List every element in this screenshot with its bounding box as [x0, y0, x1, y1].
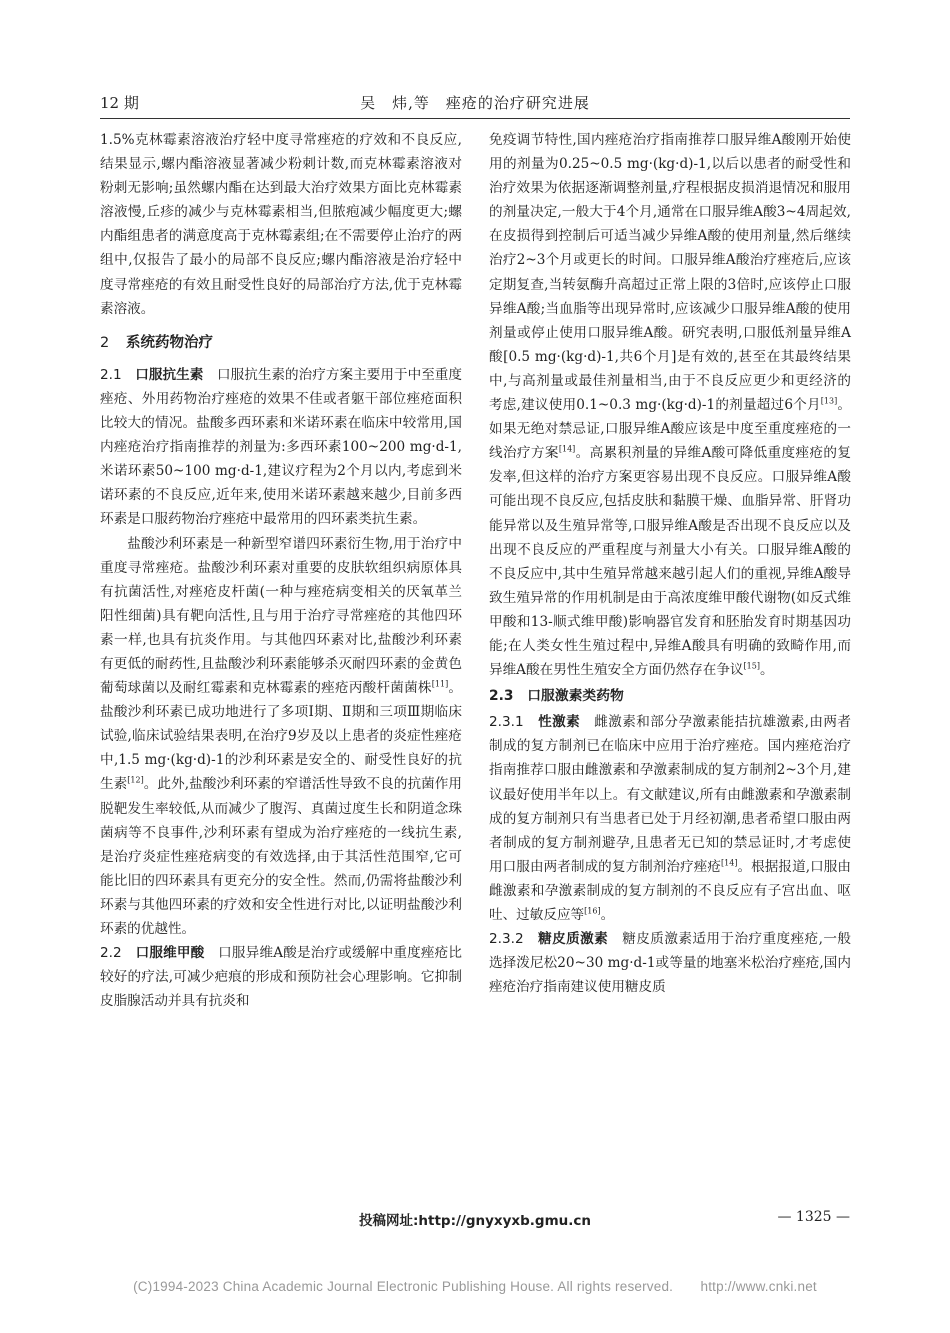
text-run: 盐酸沙利环素是一种新型窄谱四环素衍生物,用于治疗中重度寻常痤疮。盐酸沙利环素对重要的皮肤软组织病原体具有抗菌活性,对痤疮皮杆菌(一种与痤疮病变相关的厌氧革兰阳性细菌)具有靶向活性,且与用于治疗寻常痤疮的其他四环素一样,也具有抗炎作用。与其他四环素对比,盐酸沙利环素有更低的耐药性,且盐酸沙利环素能够杀灭耐四环素的金黄色葡萄球菌以及耐红霉素和克林霉素的痤疮丙酸杆菌菌株 — [100, 535, 462, 697]
paragraph-sarecycline — [100, 532, 462, 942]
subsection-title: 糖皮质激素 — [538, 931, 609, 948]
text-run: 雌激素和部分孕激素能拮抗雄激素,由两者制成的复方制剂已在临床中应用于治疗痤疮。国内痤疮治疗指南推荐口服由雌激素和孕激素制成的复方制剂2~3个月,建议最好使用半年以上。有文献建议,所有由雌激素和孕激素制成的复方制剂只有当患者已处于月经初潮,患者希望口服由两者制成的复方制剂避孕,且患者无已知的禁忌证时,才考虑使用口服由两者制成的复方制剂治疗痤疮 — [489, 714, 852, 875]
subsection-number: 2.3.2 — [489, 931, 524, 948]
section-number: 2 — [100, 334, 110, 351]
issue-number: 12 期 — [100, 94, 139, 112]
subsection-number: 2.1 — [100, 366, 122, 383]
paragraph-2-1 — [100, 363, 462, 532]
text-run: 糖皮质激素适用于治疗重度痤疮,一般选择泼尼松20~30 mg·d-1或等量的地塞米松治疗痤疮,国内痤疮治疗指南建议使用糖皮质 — [489, 931, 852, 996]
section-title: 系统药物治疗 — [126, 334, 213, 351]
text-run: 。此外,盐酸沙利环素的窄谱活性导致不良的抗菌作用脱靶发生率较低,从而减少了腹泻、真菌过度生长和阴道念珠菌病等不良事件,沙利环素有望成为治疗痤疮的一线抗生素,是治疗炎症性痤疮病变的有效选择,由于其活性范围窄,它可能比旧的四环素具有更充分的安全性。然而,仍需将盐酸沙利环素与其他四环素的疗效和安全性进行对比,以证明盐酸沙利环素的优越性。 — [100, 776, 462, 937]
page-number: — 1325 — — [777, 1209, 850, 1225]
text-run: 免疫调节特性,国内痤疮治疗指南推荐口服异维A酸刚开始使用的剂量为0.25~0.5 mg·(kg·d)-1,以后以患者的耐受性和治疗效果为依据逐渐调整剂量,疗程根据皮损消退情况和服用的剂量决定,一般大于4个月,通常在口服异维A酸3~4周起效,在皮损得到控制后可适当减少异维A酸的使用剂量,然后继续治疗2~3个月或更长的时间。口服异维A酸治疗痤疮后,应该定期复查,当转氨酶升高超过正常上限的3倍时,应该停止口服异维A酸;当血脂等出现异常时,应该减少口服异维A酸的使用剂量或停止使用口服异维A酸。研究表明,口服低剂量异维A酸[0.5 mg·(kg·d)-1,共6个月]是有效的,甚至在其最终结果中,与高剂量或最佳剂量相当,由于不良反应更少和更经济的考虑,建议使用0.1~0.3 mg·(kg·d)-1的剂量超过6个月 — [489, 132, 851, 414]
citation: [12] — [127, 775, 144, 785]
subsection-number: 2.2 — [100, 945, 122, 962]
citation: [14] — [721, 858, 738, 868]
text-run: 。如果无绝对禁忌证,口服异维A酸应该是中度至重度痤疮的一线治疗方案 — [489, 397, 851, 462]
section-heading-2 — [100, 331, 462, 355]
left-column — [100, 128, 462, 1013]
subsection-text: 口服异维A酸是治疗或缓解中重度痤疮比较好的疗法,可减少疤痕的形成和预防社会心理影响。它抑制皮脂腺活动并具有抗炎和 — [100, 945, 462, 1010]
citation: [11] — [431, 679, 449, 689]
citation: [14] — [558, 444, 576, 454]
citation: [13] — [820, 396, 838, 406]
subsection-heading-2-3 — [489, 684, 851, 708]
text-run: 。高累积剂量的异维A酸可降低重度痤疮的复发率,但这样的治疗方案更容易出现不良反应。口服异维A酸可能出现不良反应,包括皮肤和黏膜干燥、血脂异常、肝肾功能异常以及生殖异常等,口服异维A酸是否出现不良反应以及出现不良反应的严重程度与剂量大小有关。口服异维A酸的不良反应中,其中生殖异常越来越引起人们的重视,异维A酸导致生殖异常的作用机制是由于高浓度维甲酸代谢物(如反式维甲酸和13-顺式维甲酸)影响器官发育和胚胎发育时期基因功能;在人类女性生殖过程中,异维A酸具有明确的致畸作用,而异维A酸在男性生殖安全方面仍然存在争议 — [489, 445, 851, 679]
paragraph-isotretinoin — [489, 128, 851, 682]
right-column — [489, 128, 851, 999]
subsection-title: 口服激素类药物 — [527, 688, 624, 705]
text-run: 。 — [759, 662, 774, 679]
citation: [15] — [743, 661, 760, 671]
paragraph-2-3-1 — [489, 710, 851, 927]
subsection-title: 性激素 — [538, 714, 581, 731]
text-run: 。根据报道,口服由雌激素和孕激素制成的复方制剂的不良反应有子宫出血、呕吐、过敏反应等 — [489, 858, 851, 923]
subsection-title: 口服维甲酸 — [135, 945, 205, 962]
header-rule — [100, 118, 850, 119]
page-header — [100, 92, 850, 116]
paragraph-2-2 — [100, 941, 462, 1013]
subsection-text: 口服抗生素的治疗方案主要用于中至重度痤疮、外用药物治疗痤疮的效果不佳或者躯干部位痤疮面积比较大的情况。盐酸多西环素和米诺环素在临床中较常用,国内痤疮治疗指南推荐的剂量为:多西环素100~200 mg·d-1,米诺环素50~100 mg·d-1,建议疗程为2个月以内,考虑到米诺环素的不良反应,近年来,使用米诺环素越来越少,目前多西环素是口服药物治疗痤疮中最常用的四环素类抗生素。 — [100, 366, 463, 528]
copyright-line: (C)1994-2023 China Academic Journal Electronic Publishing House. All rights reserved. http://www.cnki.net — [133, 1279, 817, 1294]
subsection-number: 2.3.1 — [489, 714, 524, 731]
text-run: 。 — [600, 907, 615, 923]
text-run: 。盐酸沙利环素已成功地进行了多项Ⅰ期、Ⅱ期和三项Ⅲ期临床试验,临床试验结果表明,在治疗9岁及以上患者的炎症性痤疮中,1.5 mg·(kg·d)-1的沙利环素是安全的、耐受性良好的抗生素 — [100, 680, 463, 793]
paragraph-2-3-2 — [489, 927, 851, 999]
running-title: 吴 炜,等 痤疮的治疗研究进展 — [360, 94, 590, 112]
submission-url: 投稿网址:http://gnyxyxb.gmu.cn — [358, 1213, 591, 1229]
paragraph-continued: 1.5%克林霉素溶液治疗轻中度寻常痤疮的疗效和不良反应,结果显示,螺内酯溶液显著减少粉刺计数,而克林霉素溶液对粉刺无影响;虽然螺内酯在达到最大治疗效果方面比克林霉素溶液慢,丘疹的减少与克林霉素相当,但脓疱减少幅度更大;螺内酯组患者的满意度高于克林霉素组;在不需要停止治疗的两组中,仅报告了最小的局部不良反应;螺内酯溶液是治疗轻中度寻常痤疮的有效且耐受性良好的局部治疗方法,优于克林霉素溶液。 — [100, 132, 462, 317]
subsection-title: 口服抗生素 — [135, 366, 204, 383]
citation: [16] — [584, 906, 601, 916]
subsection-number: 2.3 — [489, 688, 514, 705]
